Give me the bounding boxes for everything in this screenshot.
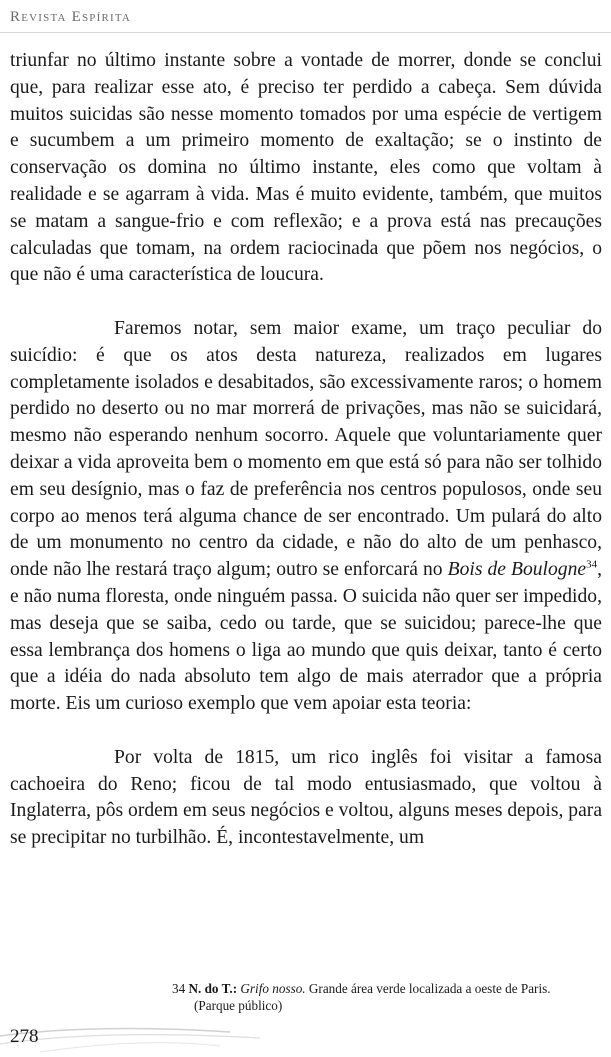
footnote-reference[interactable]: 34 xyxy=(586,558,598,571)
paragraph-2-text-after: , e não numa floresta, onde ninguém passa. O suicida não quer ser impedido, mas deseja que se saiba, cedo ou tarde, que se suicidou; parece-lhe que essa lembrança dos homens o liga ao mundo que quis deixar, tanto é certo que a idéia do nada absoluto tem algo de mais aterrador que a própria morte. Eis um curioso exemplo que vem apoiar esta teoria: xyxy=(10,559,602,715)
paragraph-2-text-before: Faremos notar, sem maior exame, um traço peculiar do suicídio: é que os atos desta natureza, realizados em lugares completamente isolados e desabitados, são excessivamente raros; o homem perdido no deserto ou no mar morrerá de privações, mas não se suicidará, mesmo não esperando nenhum socorro. Aquele que voluntariamente quer deixar a vida aproveita bem o momento em que está só para não ser tolhido em seu desígnio, mas o faz de preferência nos centros populosos, onde seu corpo ao menos terá alguma chance de ser encontrado. Um pulará do alto de um monumento no centro da cidade, e não do alto de um penhasco, onde não lhe restará traço algum; outro se enforcará no xyxy=(10,317,602,581)
paragraph-1-text: triunfar no último instante sobre a vontade de morrer, donde se conclui que, para realizar esse ato, é preciso ter perdido a cabeça. Sem dúvida muitos suicidas são nesse momento tomados por uma espécie de vertigem e sucumbem a um primeiro momento de exaltação; se o instinto de conservação os domina no último instante, eles como que voltam à realidade e se agarram à vida. Mas é muito evidente, também, que muitos se matam a sangue-frio e com reflexão; e a prova está nas precauções calculadas que tomam, na ordem raciocinada que põem nos negócios, o que não é uma característica de loucura. xyxy=(10,50,602,286)
body-text xyxy=(10,48,602,852)
footnote-text: Grande área verde localizada a oeste de Paris. xyxy=(308,981,551,996)
footnote-italic: Grifo nosso. xyxy=(240,981,306,996)
footnote-continuation: (Parque público) xyxy=(194,998,283,1013)
paragraph-2 xyxy=(10,316,602,718)
footnote-number: 34 xyxy=(172,981,186,996)
decorative-swoosh xyxy=(0,1022,611,1057)
paragraph-1 xyxy=(10,48,602,289)
paragraph-3 xyxy=(10,745,602,852)
footnote-label: N. do T.: xyxy=(188,981,238,996)
footnote xyxy=(172,980,602,1014)
running-header-title: Revista Espírita xyxy=(10,9,132,25)
paragraph-3-text: Por volta de 1815, um rico inglês foi visitar a famosa cachoeira do Reno; ficou de tal modo entusiasmado, que voltou à Inglaterra, pôs ordem em seus negócios e voltou, alguns meses depois, para se precipitar no turbilhão. É, incontestavelmente, um xyxy=(10,746,603,849)
page-number: 278 xyxy=(10,1026,39,1047)
running-header xyxy=(10,9,131,26)
header-divider xyxy=(0,32,611,33)
place-name-italic: Bois de Boulogne xyxy=(447,559,587,581)
